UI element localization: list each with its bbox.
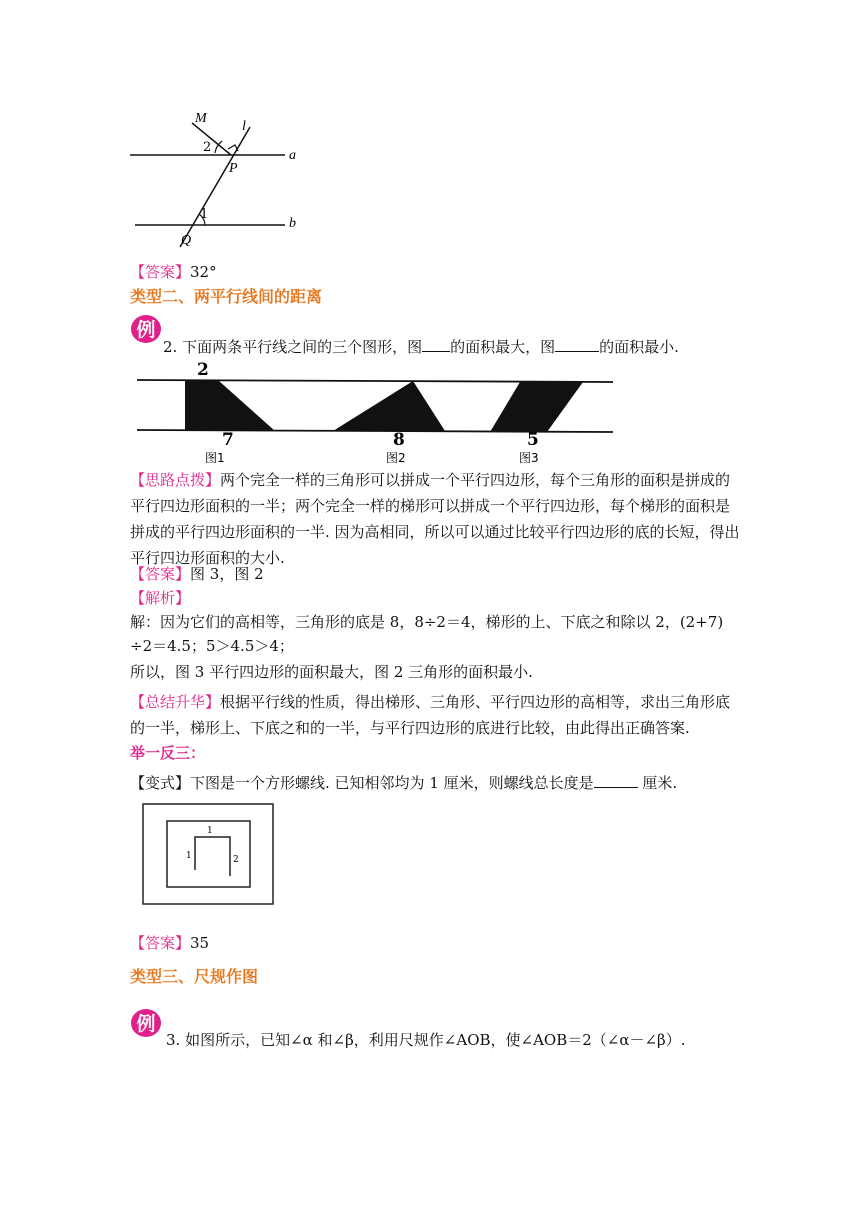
hint-text: 两个完全一样的三角形可以拼成一个平行四边形，每个三角形的面积是拼成的平行四边形面积的一半；两个完全一样的梯形可以拼成一个平行四边形，每个梯形的面积是拼成的平行四边形面积的一半. 因为高相同，所以可以通过比较平行四边形的底的长短，得出平行四边形面积的大小. [130,471,740,567]
answer-blank-1[interactable] [422,337,450,352]
bottom-label-1: 7 [222,430,234,450]
top-label: 2 [197,360,209,380]
caption-3: 图3 [519,451,539,465]
answer-value: 32° [190,263,217,281]
bottom-label-3: 5 [527,430,539,450]
analysis-line-1: 解：因为它们的高相等，三角形的底是 8，8÷2＝4，梯形的上、下底之和除以 2，(2+7) [130,613,724,631]
label-P: P [229,161,238,176]
spiral-label-right: 2 [233,855,239,865]
caption-2: 图2 [386,451,406,465]
shape-triangle [333,381,445,431]
label-Q: Q [181,233,192,248]
variant-tag: 【变式】 [130,774,191,792]
analysis-line-2: ÷2＝4.5；5＞4.5＞4； [130,637,294,655]
answer-1 [130,262,217,282]
figure-square-spiral [135,800,280,910]
section-heading: 类型二、两平行线间的距离 [130,287,323,306]
label-l: l [242,119,246,134]
label-a: a [289,148,296,163]
example-badge-icon [130,313,162,345]
figure-parallel-lines-transversal [125,105,315,255]
answer-tag: 【答案】 [130,263,191,281]
spiral-label-top: 1 [207,826,213,836]
example-2-question: 2. 下面两条平行线之间的三个图形，图 的面积最大，图 的面积最小. [163,338,679,356]
figure-three-shapes-between-parallels [135,360,620,468]
hint-paragraph [130,467,740,571]
label-M: M [195,111,207,126]
spiral-label-left: 1 [186,851,192,861]
answer-blank-2[interactable] [555,337,599,352]
svg-text:例: 例 [136,1013,156,1035]
analysis-line-3: 所以，图 3 平行四边形的面积最大，图 2 三角形的面积最小. [130,663,533,681]
caption-1: 图1 [205,451,225,465]
section-heading-3: 类型三、尺规作图 [130,967,259,986]
label-b: b [289,216,296,231]
bottom-label-2: 8 [393,430,405,450]
example-badge-icon-3 [130,1007,162,1039]
summary-text: 根据平行线的性质，得出梯形、三角形、平行四边形的高相等，求出三角形底的一半，梯形上、下底之和的一半，与平行四边形的底进行比较，由此得出正确答案. [130,693,731,737]
shape-parallelogram [490,382,583,432]
practice-heading: 举一反三： [130,744,206,762]
hint-tag: 【思路点拨】 [130,471,221,489]
analysis-tag: 【解析】 [130,589,191,607]
example-3-question: 3. 如图所示，已知∠α 和∠β，利用尺规作∠AOB，使∠AOB＝2（∠α－∠β）. [166,1031,686,1049]
shape-trapezoid [185,381,275,431]
summary-paragraph [130,689,740,741]
label-angle-2: 2 [203,140,212,155]
label-angle-1: 1 [200,207,209,222]
answer-3: 【答案】35 [130,934,210,952]
svg-text:例: 例 [136,319,156,341]
variant-question: 【变式】下图是一个方形螺线. 已知相邻均为 1 厘米，则螺线总长度是 厘米. [130,774,678,792]
summary-tag: 【总结升华】 [130,693,221,711]
answer-2: 【答案】图 3，图 2 [130,565,264,583]
answer-blank-3[interactable] [594,773,638,788]
